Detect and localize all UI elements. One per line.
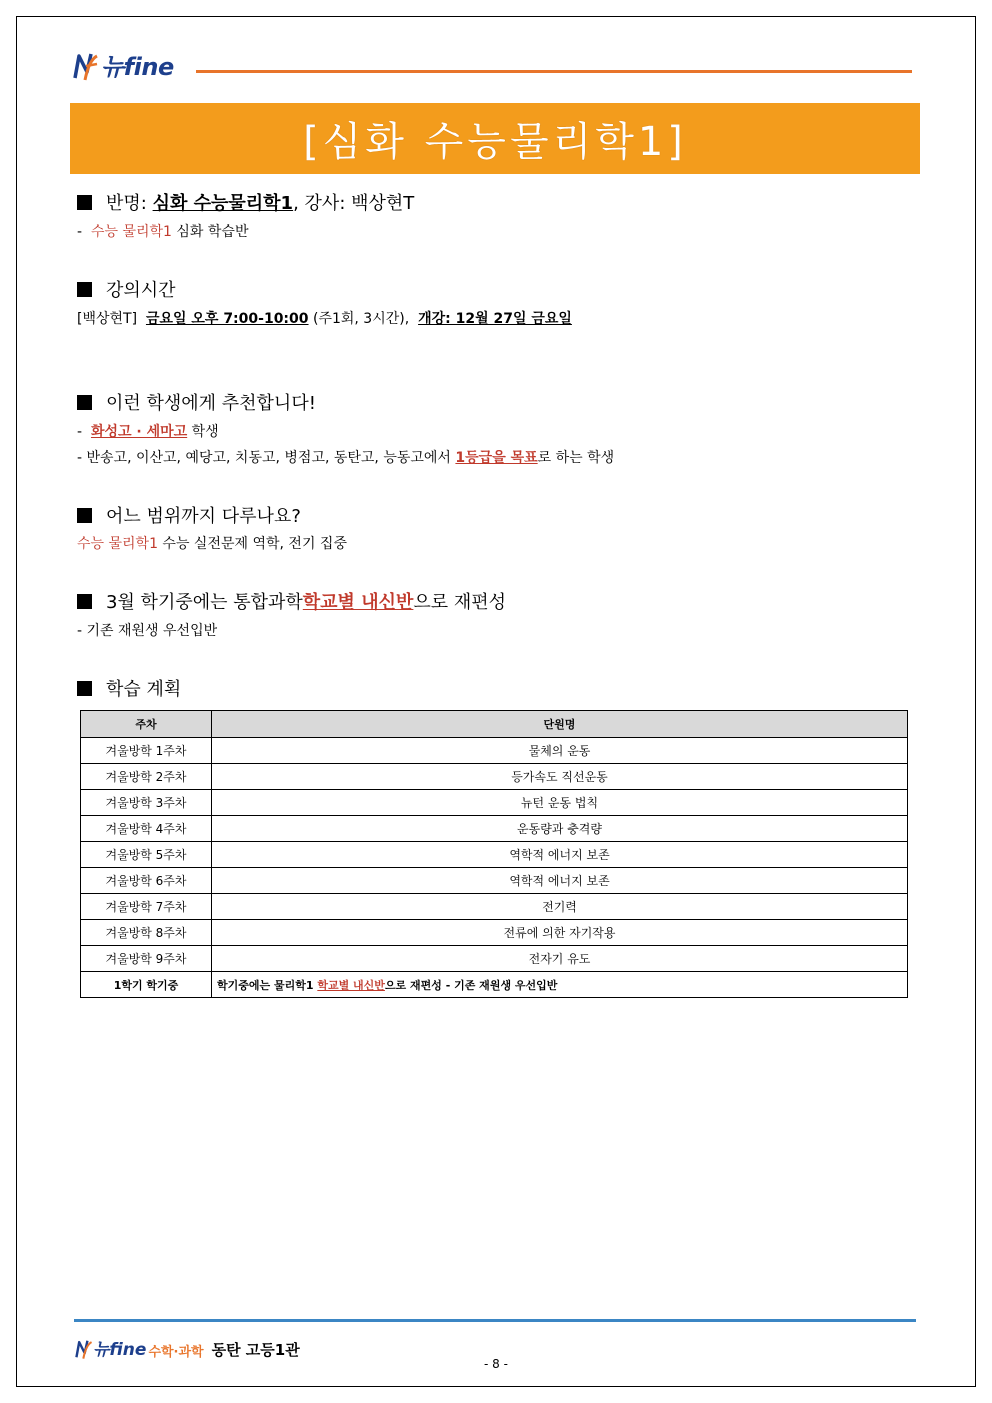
table-row: 겨울방학 2주차 등가속도 직선운동: [81, 764, 908, 790]
square-bullet-icon: [77, 508, 92, 523]
table-row: 겨울방학 5주차 역학적 에너지 보존: [81, 842, 908, 868]
col-week-header: 주차: [81, 711, 212, 738]
opening-date: 개강: 12월 27일 금요일: [418, 311, 572, 327]
recommend-line-2: - 반송고, 이산고, 예당고, 치동고, 병점고, 동탄고, 능동고에서 1등급을 목표로 하는 학생: [77, 450, 615, 466]
brand-name: 뉴fine: [101, 53, 174, 81]
plan-heading: 학습 계획: [77, 675, 181, 701]
campus-name: 동탄 고등1관: [211, 1341, 300, 1359]
page-number: - 8 -: [484, 1357, 508, 1371]
table-row: 겨울방학 1주차 물체의 운동: [81, 738, 908, 764]
title-banner: [70, 103, 920, 174]
square-bullet-icon: [77, 282, 92, 297]
semester-sub: - 기존 재원생 우선입반: [77, 623, 218, 639]
class-heading: 반명: 심화 수능물리학1 , 강사: 백상현T: [77, 189, 414, 215]
table-row-semester: 1학기 학기중 학기중에는 물리학1 학교별 내신반으로 재편성 - 기존 재원생 우선입반: [81, 972, 908, 998]
recommend-line-1: - 화성고 · 세마고 학생: [77, 424, 219, 440]
recommend-heading: 이런 학생에게 추천합니다!: [77, 389, 316, 415]
scope-heading: 어느 범위까지 다루나요?: [77, 502, 301, 528]
brand-logo: [73, 48, 174, 82]
table-row: 겨울방학 9주차 전자기 유도: [81, 946, 908, 972]
class-name: 심화 수능물리학1: [152, 193, 294, 214]
schedule-line: [백상현T] 금요일 오후 7:00-10:00 (주1회, 3시간), 개강: 12월 27일 금요일: [77, 311, 572, 327]
header-divider: [196, 70, 912, 73]
class-description: - 수능 물리학1 심화 학습반: [77, 224, 249, 240]
page-title: [심화 수능물리학1]: [303, 119, 687, 165]
square-bullet-icon: [77, 594, 92, 609]
square-bullet-icon: [77, 195, 92, 210]
table-row: 겨울방학 7주차 전기력: [81, 894, 908, 920]
teacher-name: 백상현T: [351, 193, 415, 214]
table-row: 겨울방학 8주차 전류에 의한 자기작용: [81, 920, 908, 946]
nf-logo-icon: [73, 50, 99, 82]
table-header-row: [81, 711, 908, 738]
table-row: 겨울방학 6주차 역학적 에너지 보존: [81, 868, 908, 894]
semester-heading: 3월 학기중에는 통합과학 학교별 내신반 으로 재편성: [77, 588, 506, 614]
scope-line: 수능 물리학1 수능 실전문제 역학, 전기 집중: [77, 536, 347, 552]
footer-divider: [74, 1319, 916, 1322]
footer-brand: 뉴fine 수학·과학 동탄 고등1관: [75, 1335, 300, 1360]
square-bullet-icon: [77, 681, 92, 696]
table-row: 겨울방학 3주차 뉴턴 운동 법칙: [81, 790, 908, 816]
class-time: 금요일 오후 7:00-10:00: [145, 311, 309, 327]
study-plan-table: [80, 710, 908, 998]
schedule-heading: 강의시간: [77, 276, 176, 302]
col-unit-header: 단원명: [212, 711, 908, 738]
table-row: 겨울방학 4주차 운동량과 충격량: [81, 816, 908, 842]
square-bullet-icon: [77, 395, 92, 410]
